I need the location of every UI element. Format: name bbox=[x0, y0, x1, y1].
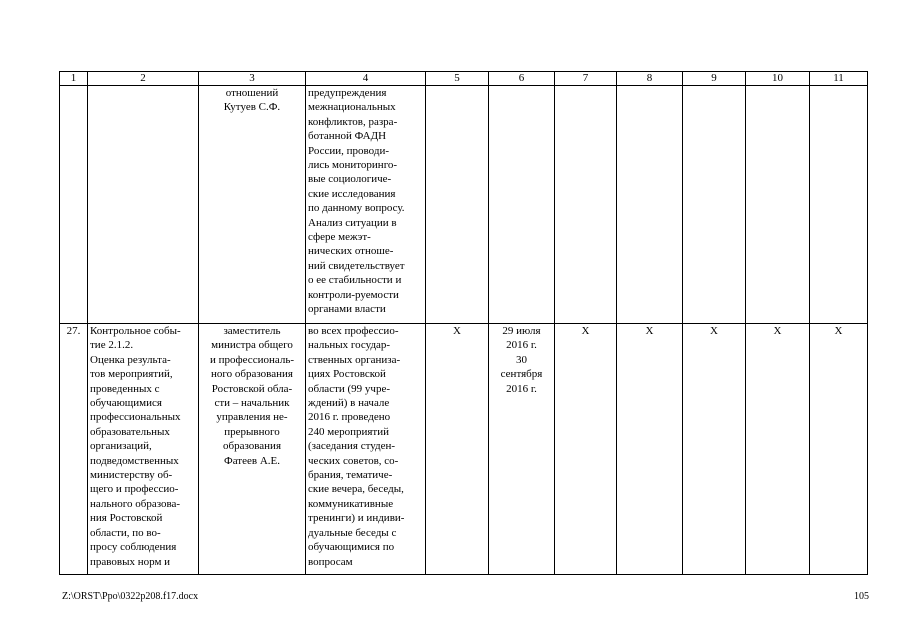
text-line: ждений) в начале bbox=[308, 397, 390, 410]
text-line: о ее стабильности и bbox=[308, 274, 402, 287]
header-row bbox=[60, 72, 868, 86]
page-number: 105 bbox=[854, 591, 869, 602]
text-line: обучающимися по bbox=[308, 541, 395, 554]
text-line: ного образования bbox=[211, 368, 293, 381]
header-cell-1: 1 bbox=[60, 72, 88, 86]
header-cell-5: 5 bbox=[426, 72, 489, 86]
text-line: нических отноше- bbox=[308, 245, 394, 258]
row1-cell-10 bbox=[746, 86, 810, 324]
text-line: 2016 г. проведено bbox=[308, 411, 391, 424]
text-line: ские вечера, беседы, bbox=[308, 483, 404, 496]
text-line: ния Ростовской bbox=[90, 512, 163, 525]
text-line: сентября bbox=[500, 368, 543, 381]
row1-cell-8 bbox=[617, 86, 683, 324]
text-line: управления не- bbox=[216, 411, 288, 424]
mark-cell-7: Х bbox=[555, 324, 617, 575]
row1-cell-7 bbox=[555, 86, 617, 324]
header-cell-2: 2 bbox=[88, 72, 199, 86]
text-line: организаций, bbox=[90, 440, 152, 453]
text-line: органами власти bbox=[308, 303, 386, 316]
text-line: правовых норм и bbox=[90, 555, 171, 568]
text-line: Анализ ситуации в bbox=[308, 216, 397, 229]
text-line: коммуникативные bbox=[308, 497, 394, 510]
text-line: межнациональных bbox=[308, 101, 396, 114]
text-line: тренинги) и индиви- bbox=[308, 512, 405, 525]
text-line: во всех профессио- bbox=[308, 325, 399, 337]
text-line: министерству об- bbox=[90, 469, 173, 482]
table-row bbox=[60, 324, 868, 575]
row1-responsible-cell bbox=[199, 86, 306, 324]
text-line: профессиональных bbox=[90, 411, 181, 424]
text-line: по данному вопросу. bbox=[308, 202, 405, 215]
row1-number-cell bbox=[60, 86, 88, 324]
header-cell-8: 8 bbox=[617, 72, 683, 86]
mark-cell-10: Х bbox=[746, 324, 810, 575]
text-line: 30 bbox=[516, 353, 527, 366]
text-line: подведомственных bbox=[90, 454, 179, 467]
text-line: просу соблюдения bbox=[90, 541, 177, 554]
text-line: образования bbox=[222, 440, 282, 453]
header-cell-10: 10 bbox=[746, 72, 810, 86]
text-line: ческих советов, со- bbox=[308, 454, 399, 467]
text-line: Ростовской обла- bbox=[211, 382, 293, 395]
text-line: образовательных bbox=[90, 425, 170, 438]
header-cell-3: 3 bbox=[199, 72, 306, 86]
text-line: тов мероприятий, bbox=[90, 368, 173, 381]
text-line: ские исследования bbox=[308, 187, 396, 200]
row1-result-cell bbox=[306, 86, 426, 324]
text-line: 29 июля bbox=[502, 325, 541, 337]
header-cell-4: 4 bbox=[306, 72, 426, 86]
plan-table bbox=[59, 71, 868, 575]
row1-cell-5 bbox=[426, 86, 489, 324]
text-line: брания, тематиче- bbox=[308, 469, 393, 482]
header-cell-6: 6 bbox=[489, 72, 555, 86]
text-line: сти – начальник bbox=[214, 397, 290, 410]
text-line: отношений bbox=[225, 87, 279, 99]
text-line: ственных организа- bbox=[308, 353, 401, 366]
mark-cell-11: Х bbox=[810, 324, 868, 575]
text-line: Кутуев С.Ф. bbox=[223, 101, 281, 114]
text-line: и профессиональ- bbox=[210, 353, 294, 366]
text-line: 2016 г. bbox=[506, 339, 537, 352]
text-line: Оценка результа- bbox=[90, 353, 171, 366]
header-cell-9: 9 bbox=[683, 72, 746, 86]
text-line: министра общего bbox=[211, 339, 293, 352]
text-line: Контрольное собы- bbox=[90, 325, 181, 337]
text-line: 240 мероприятий bbox=[308, 425, 390, 438]
text-line: предупреждения bbox=[308, 87, 387, 99]
text-line: обучающимися bbox=[90, 397, 162, 410]
mark-cell-9: Х bbox=[683, 324, 746, 575]
text-line: ний свидетельствует bbox=[308, 259, 405, 272]
header-cell-11: 11 bbox=[810, 72, 868, 86]
text-line: циях Ростовской bbox=[308, 368, 386, 381]
text-line: вопросам bbox=[308, 555, 353, 568]
text-line: Фатеев А.Е. bbox=[224, 454, 280, 467]
text-line: области (99 учре- bbox=[308, 382, 391, 395]
mark-cell-5: Х bbox=[426, 324, 489, 575]
text-line: контроли-руемости bbox=[308, 288, 399, 301]
row-number-cell: 27. bbox=[60, 324, 88, 575]
text-line: вые социологиче- bbox=[308, 173, 392, 186]
row1-cell-11 bbox=[810, 86, 868, 324]
text-line: сфере межэт- bbox=[308, 231, 371, 244]
responsible-person-cell bbox=[199, 324, 306, 575]
control-event-cell bbox=[88, 324, 199, 575]
text-line: заместитель bbox=[223, 325, 281, 337]
row1-cell-9 bbox=[683, 86, 746, 324]
text-line: прерывного bbox=[224, 425, 280, 438]
header-cell-7: 7 bbox=[555, 72, 617, 86]
date-cell bbox=[489, 324, 555, 575]
text-line: щего и профессио- bbox=[90, 483, 179, 496]
text-line: нальных государ- bbox=[308, 339, 391, 352]
text-line: дуальные беседы с bbox=[308, 526, 397, 539]
text-line: (заседания студен- bbox=[308, 440, 396, 453]
text-line: проведенных с bbox=[90, 382, 160, 395]
file-path: Z:\ORST\Ppo\0322p208.f17.docx bbox=[62, 591, 199, 602]
row1-cell-6 bbox=[489, 86, 555, 324]
text-line: ботанной ФАДН bbox=[308, 130, 387, 143]
text-line: тие 2.1.2. bbox=[90, 339, 134, 352]
mark-cell-8: Х bbox=[617, 324, 683, 575]
text-line: лись мониторинго- bbox=[308, 159, 398, 172]
result-description-cell bbox=[306, 324, 426, 575]
text-line: России, проводи- bbox=[308, 144, 389, 157]
row1-event-cell bbox=[88, 86, 199, 324]
text-line: конфликтов, разра- bbox=[308, 115, 398, 128]
text-line: области, по во- bbox=[90, 526, 161, 539]
text-line: 2016 г. bbox=[506, 382, 537, 395]
text-line: нального образова- bbox=[90, 497, 181, 510]
table-row bbox=[60, 86, 868, 324]
